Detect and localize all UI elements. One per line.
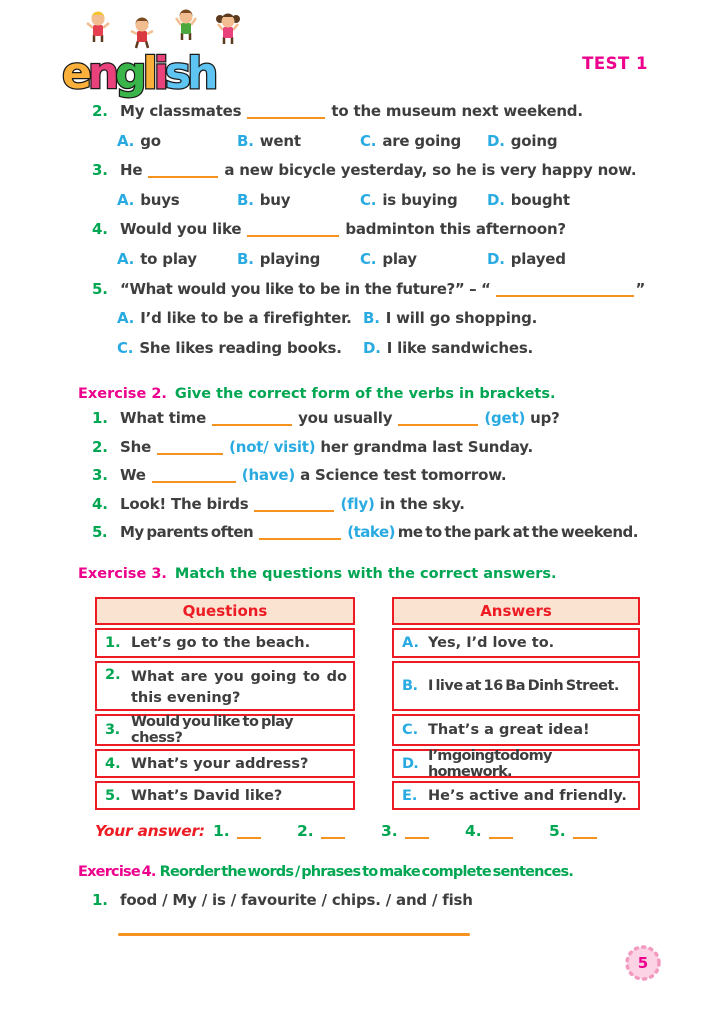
option-text: I like sandwiches. <box>386 338 534 357</box>
exercise-label: Exercise 4. <box>78 864 156 880</box>
page-number: 5 <box>637 954 649 972</box>
exercise-label: Exercise 2. <box>78 386 167 402</box>
item-text: me to the park at the weekend. <box>397 523 638 542</box>
row-text: I live at 16 Ba Dinh Street. <box>428 678 619 694</box>
exercise-2-section <box>78 379 658 552</box>
option-text: is buying <box>382 190 458 209</box>
table-row <box>392 714 640 746</box>
row-number: 1. <box>105 635 121 651</box>
exercise-3-section <box>78 559 658 810</box>
row-text: Yes, I’d love to. <box>428 635 555 651</box>
options-row <box>78 191 658 221</box>
kid-figure-3 <box>176 10 196 41</box>
row-number: 5. <box>105 787 121 804</box>
options-row <box>78 309 658 339</box>
question-text: badminton this afternoon? <box>345 220 566 239</box>
option-text: going <box>510 131 558 150</box>
answer-blank <box>247 107 325 119</box>
logo-letter: i <box>153 48 165 99</box>
verb-hint: (not/ visit) <box>229 437 316 456</box>
verb-hint: (fly) <box>340 494 375 513</box>
answer-slot <box>213 822 297 840</box>
answer-blank <box>152 471 236 483</box>
option-text: She likes reading books. <box>139 338 342 357</box>
answer-blank <box>398 414 478 426</box>
option-text: buys <box>140 190 180 209</box>
row-number: 4. <box>105 755 121 772</box>
logo-letter: l <box>142 48 154 99</box>
row-text: What’s your address? <box>131 755 309 772</box>
logo-letter: h <box>187 48 215 99</box>
logo-word <box>62 48 215 99</box>
question-text: ” <box>635 279 645 298</box>
question-text: “What would you like to be in the future?” – “ <box>120 279 491 298</box>
option-letter: B. <box>237 249 254 268</box>
exercise-instruction: Match the questions with the correct answers. <box>174 566 557 582</box>
fill-in-item <box>78 523 658 552</box>
item-text: you usually <box>298 409 393 427</box>
item-number: 4. <box>92 494 108 513</box>
answer-blank <box>212 414 292 426</box>
item-text: food / My / is / favourite / chips. / and / fish <box>120 891 473 909</box>
option-text: buy <box>259 190 291 209</box>
question-text: to the museum next weekend. <box>331 102 583 120</box>
answer-slot <box>465 822 549 840</box>
item-text: What time <box>120 409 207 427</box>
option <box>117 250 237 268</box>
table-row <box>95 749 355 778</box>
question-number: 4. <box>92 220 108 239</box>
fill-in-item <box>78 466 658 495</box>
answer-blank <box>259 528 341 540</box>
question-text: My classmates <box>120 102 242 120</box>
item-text: My parents often <box>120 523 254 542</box>
fill-in-item <box>78 409 658 438</box>
table-row <box>95 781 355 810</box>
row-letter: D. <box>402 755 418 772</box>
item-number: 1. <box>92 409 108 427</box>
slot-number: 4. <box>465 822 482 840</box>
matching-tables <box>95 597 658 810</box>
answer-blank <box>496 285 634 297</box>
row-text: What’s David like? <box>131 787 283 804</box>
option <box>360 250 487 268</box>
options-row <box>78 339 658 369</box>
option-text: went <box>259 131 301 150</box>
slot-number: 1. <box>213 822 230 840</box>
option <box>237 191 360 209</box>
question-line <box>78 102 658 132</box>
exercise-label: Exercise 3. <box>78 566 167 582</box>
option-letter: C. <box>360 131 377 150</box>
option <box>363 309 658 327</box>
kid-figure-4 <box>216 14 240 45</box>
answer-slot <box>297 822 381 840</box>
option <box>237 132 360 150</box>
row-letter: E. <box>402 787 418 804</box>
logo-letter: g <box>115 48 143 99</box>
table-row <box>95 714 355 746</box>
option-text: go <box>140 131 161 150</box>
question-line <box>78 280 658 310</box>
exercise-4-section <box>78 857 658 921</box>
item-number: 3. <box>92 466 108 485</box>
your-answer-label: Your answer: <box>95 822 205 840</box>
option-letter: D. <box>487 131 505 150</box>
verb-hint: (have) <box>241 466 296 485</box>
option <box>360 132 487 150</box>
option-letter: B. <box>237 190 254 209</box>
option-letter: C. <box>360 190 377 209</box>
kid-figure-1 <box>87 12 109 43</box>
item-text: a Science test tomorrow. <box>300 466 507 485</box>
row-text: I’m going to do my homework. <box>428 747 552 780</box>
table-row <box>392 749 640 778</box>
fill-in-item <box>78 495 658 524</box>
page-number-badge <box>622 942 664 984</box>
question-line <box>78 161 658 191</box>
answers-table-header: Answers <box>392 597 640 625</box>
your-answer-row <box>95 822 633 840</box>
question-text: Would you like <box>120 220 242 239</box>
option <box>117 339 363 357</box>
option-letter: A. <box>117 249 135 268</box>
row-letter: C. <box>402 722 419 738</box>
option-text: I’d like to be a firefighter. <box>140 309 352 328</box>
option-letter: A. <box>117 131 135 150</box>
option-text: to play <box>140 249 197 268</box>
option <box>487 250 658 268</box>
slot-number: 3. <box>381 822 398 840</box>
options-row <box>78 132 658 162</box>
row-text: Let’s go to the beach. <box>131 635 311 651</box>
item-text: We <box>120 466 146 485</box>
item-text: She <box>120 437 152 456</box>
answer-blank <box>148 166 218 178</box>
option <box>117 191 237 209</box>
questions-table-header: Questions <box>95 597 355 625</box>
question-text: a new bicycle yesterday, so he is very happy now. <box>224 161 637 180</box>
slot-number: 2. <box>297 822 314 840</box>
exercise-instruction: Give the correct form of the verbs in brackets. <box>174 386 556 402</box>
option-letter: C. <box>117 338 134 357</box>
answer-slot <box>381 822 465 840</box>
row-text: He’s active and friendly. <box>428 787 627 804</box>
row-letter: A. <box>402 635 419 651</box>
row-text: Would you like to play chess? <box>131 714 294 746</box>
row-text: That’s a great idea! <box>428 722 590 738</box>
item-text: her grandma last Sunday. <box>320 437 533 456</box>
item-text: in the sky. <box>379 494 465 513</box>
questions-table <box>95 597 355 810</box>
option <box>487 132 658 150</box>
question-number: 5. <box>92 279 108 298</box>
english-logo <box>60 8 270 100</box>
item-text: up? <box>530 409 560 427</box>
item-number: 1. <box>92 891 108 909</box>
question-text: He <box>120 161 143 180</box>
answer-blank <box>237 827 261 839</box>
writing-line <box>118 933 470 936</box>
option-letter: D. <box>487 249 505 268</box>
answer-blank <box>247 225 339 237</box>
option-text: play <box>382 249 417 268</box>
option-text: I will go shopping. <box>385 309 538 328</box>
table-row <box>392 661 640 711</box>
answer-slot <box>549 822 633 840</box>
table-row <box>95 628 355 658</box>
option-letter: C. <box>360 249 377 268</box>
verb-hint: (take) <box>347 523 395 542</box>
kid-figure-2 <box>131 18 153 49</box>
option-letter: B. <box>237 131 254 150</box>
options-row <box>78 250 658 280</box>
option <box>117 132 237 150</box>
exercise-2-heading <box>78 379 658 409</box>
row-number: 2. <box>105 667 121 683</box>
mcq-section <box>78 102 658 368</box>
item-text: Look! The birds <box>120 494 249 513</box>
exercise-4-heading <box>78 857 658 887</box>
answer-blank <box>254 500 334 512</box>
fill-in-item <box>78 438 658 467</box>
slot-number: 5. <box>549 822 566 840</box>
option-text: are going <box>382 131 462 150</box>
option <box>360 191 487 209</box>
option-letter: D. <box>487 190 505 209</box>
logo-kids-illustration <box>60 8 270 100</box>
answer-blank <box>573 827 597 839</box>
logo-letter: e <box>62 48 88 99</box>
question-number: 2. <box>92 102 108 120</box>
question-line <box>78 220 658 250</box>
exercise-3-heading <box>78 559 658 589</box>
option-letter: B. <box>363 309 380 328</box>
option <box>117 309 363 327</box>
answers-table <box>392 597 640 810</box>
table-row <box>95 661 355 711</box>
option-letter: D. <box>363 338 381 357</box>
option-letter: A. <box>117 190 135 209</box>
answer-blank <box>321 827 345 839</box>
logo-letter: s <box>164 48 188 99</box>
table-row <box>392 781 640 810</box>
exercise-instruction: Reorder the words / phrases to make complete sentences. <box>159 864 574 880</box>
item-number: 2. <box>92 437 108 456</box>
option <box>237 250 360 268</box>
answer-blank <box>405 827 429 839</box>
verb-hint: (get) <box>484 409 526 427</box>
row-letter: B. <box>402 678 418 694</box>
option-text: playing <box>259 249 321 268</box>
item-number: 5. <box>92 523 108 542</box>
option <box>363 339 658 357</box>
test-title: TEST 1 <box>582 54 648 73</box>
logo-letter: n <box>87 48 116 99</box>
row-text: What are you going to do this evening? <box>131 669 347 707</box>
option-text: played <box>510 249 566 268</box>
answer-blank <box>157 443 223 455</box>
option-letter: A. <box>117 309 135 328</box>
row-number: 3. <box>105 722 120 738</box>
option-text: bought <box>510 190 570 209</box>
table-row <box>392 628 640 658</box>
option <box>487 191 658 209</box>
answer-blank <box>489 827 513 839</box>
reorder-item <box>78 891 658 921</box>
question-number: 3. <box>92 161 108 180</box>
